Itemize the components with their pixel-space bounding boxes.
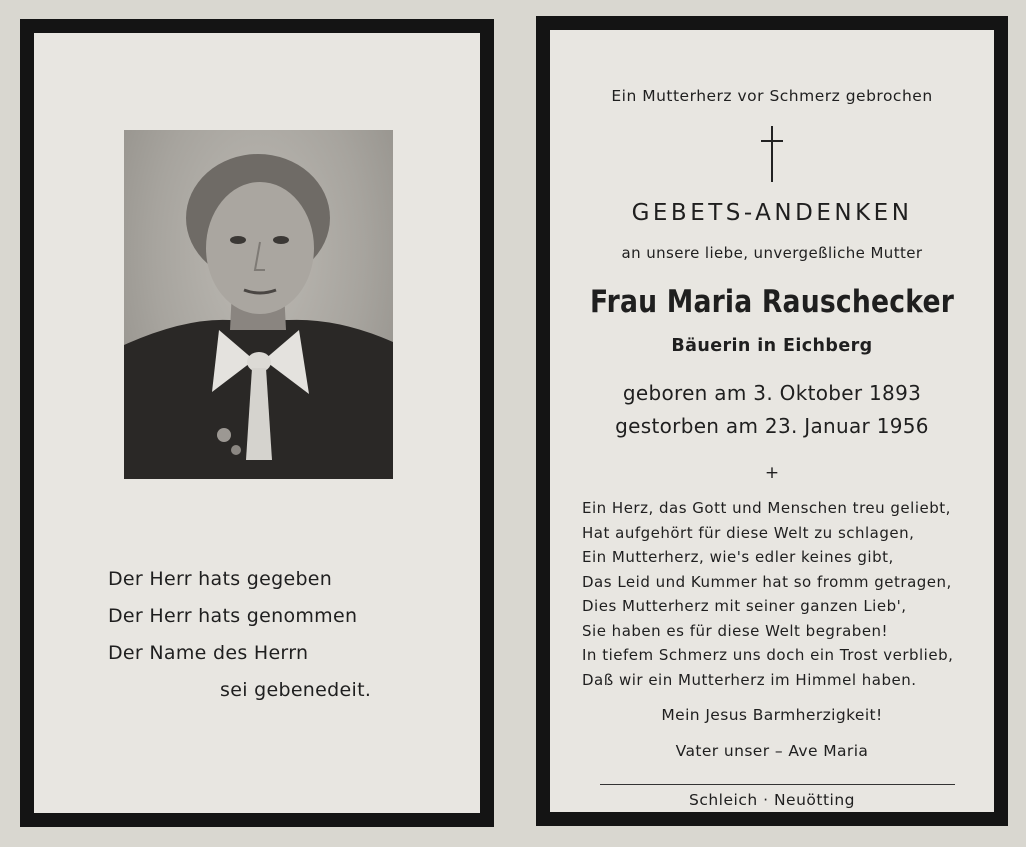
poem-line: Ein Herz, das Gott und Menschen treu geliebt, — [582, 499, 951, 517]
verse-line: Der Herr hats gegeben — [108, 568, 333, 590]
latin-cross-icon — [759, 126, 785, 182]
birth-date: geboren am 3. Oktober 1893 — [622, 381, 922, 405]
poem-line: Hat aufgehört für diese Welt zu schlagen, — [582, 523, 915, 542]
portrait-illustration — [124, 130, 393, 479]
occupation: Bäuerin in Eichberg — [671, 336, 873, 356]
prayer-our-father: Vater unser – Ave Maria — [675, 742, 869, 760]
heading: GEBETS-ANDENKEN — [631, 200, 913, 226]
printer-imprint: Schleich · Neuötting — [688, 791, 856, 809]
poem-line: Das Leid und Kummer hat so fromm getragen, — [582, 572, 952, 591]
left-verse — [108, 561, 438, 709]
poem — [582, 496, 992, 692]
poem-line: Sie haben es für diese Welt begraben! — [582, 621, 889, 640]
memorial-card-right — [536, 16, 1008, 826]
prayer-mercy: Mein Jesus Barmherzigkeit! — [661, 706, 883, 724]
verse-line: Der Herr hats genommen — [108, 605, 358, 627]
portrait-photo — [124, 130, 393, 479]
memorial-card-left — [20, 19, 494, 827]
verse-line: sei gebenedeit. — [220, 679, 372, 701]
divider — [600, 784, 955, 785]
poem-line: In tiefem Schmerz uns doch ein Trost verblieb, — [582, 646, 954, 664]
motto: Ein Mutterherz vor Schmerz gebrochen — [611, 87, 933, 105]
death-date: gestorben am 23. Januar 1956 — [615, 414, 929, 438]
verse-line: Der Name des Herrn — [108, 642, 309, 664]
small-cross-icon: + — [764, 463, 780, 483]
poem-line: Daß wir ein Mutterherz im Himmel haben. — [582, 670, 917, 689]
intro-line: an unsere liebe, unvergeßliche Mutter — [621, 244, 923, 262]
poem-line: Dies Mutterherz mit seiner ganzen Lieb', — [582, 597, 907, 615]
deceased-name: Frau Maria Rauschecker — [589, 284, 955, 320]
poem-line: Ein Mutterherz, wie's edler keines gibt, — [582, 548, 894, 566]
